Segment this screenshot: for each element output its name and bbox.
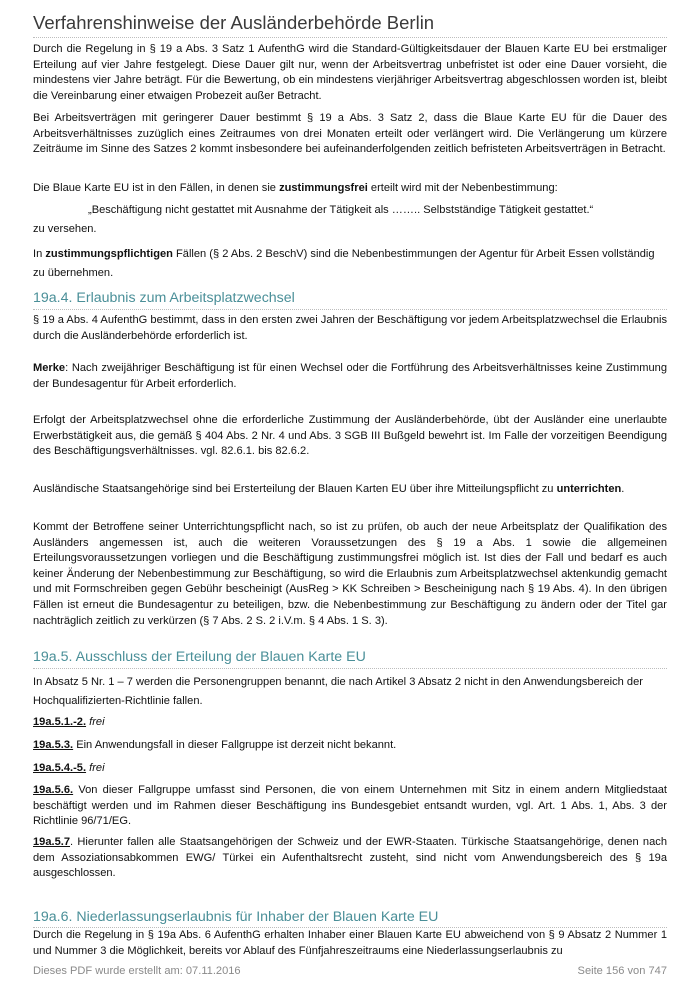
paragraph-notification-duty [33, 482, 667, 498]
text: Die Blaue Karte EU ist in den Fällen, in denen sie [33, 182, 280, 194]
subsection-19a5-1-2 [33, 715, 667, 731]
text: Ausländische Staatsangehörige sind bei Ersterteilung der Blauen Karten EU über ihre Mitteilungspflicht zu [33, 483, 557, 495]
subsection-number: 19a.5.1.-2. [33, 716, 87, 728]
subsection-text: Ein Anwendungsfall in dieser Fallgruppe ist derzeit nicht bekannt. [73, 739, 397, 751]
text: : Nach zweijähriger Beschäftigung ist für einen Wechsel oder die Fortführung des Arbeitsverhältnisses keine Zustimmung der Bundesagentur für Arbeit erforderlich. [33, 362, 667, 390]
subsection-number: 19a.5.6. [33, 784, 74, 796]
paragraph-validity-duration: Durch die Regelung in § 19 a Abs. 3 Satz 1 AufenthG wird die Standard-Gültigkeitsdauer der Blauen Karte EU bei erstmaliger Erteilung auf vier Jahre festgelegt. Diese Dauer gilt nur, wenn der Arbeitsvertrag unbefristet ist oder eine Dauer vorsieht, die mindestens vier Jahre beträgt. Für die Bewertung, ob ein mindestens vierjähriger Arbeitsvertrag abgeschlossen worden ist, bleibt die Vereinbarung einer etwaigen Probezeit außer Betracht. [33, 43, 667, 102]
section-heading-19a4: 19a.4. Erlaubnis zum Arbeitsplatzwechsel [33, 290, 295, 306]
subsidiary-provision-quote: „Beschäftigung nicht gestattet mit Ausnahme der Tätigkeit als …….. Selbstständige Tätigkeit gestattet.“ [88, 204, 594, 216]
emphasis: zustimmungsfrei [279, 182, 368, 194]
subsection-text: frei [86, 716, 105, 728]
subsection-text: . Hierunter fallen alle Staatsangehörigen der Schweiz und der EWR-Staaten. Türkische Staatsangehörige, denen nach dem Assoziationsabkommen EWG/ Türkei ein Aufenthaltsrecht zusteht, sind nicht vom Anwendungsbereich des § 19a ausgeschlossen. [33, 836, 667, 880]
subsection-number: 19a.5.3. [33, 739, 74, 751]
section-heading-19a5: 19a.5. Ausschluss der Erteilung der Blauen Karte EU [33, 649, 366, 665]
text: In [33, 248, 46, 260]
subsection-19a5-6 [33, 783, 667, 830]
subsection-19a5-4-5 [33, 761, 667, 777]
paragraph-excluded-groups: In Absatz 5 Nr. 1 – 7 werden die Personengruppen benannt, die nach Artikel 3 Absatz 2 nicht in den Anwendungsbereich der Hochqualifizierten-Richtlinie fallen. [33, 676, 643, 707]
paragraph-short-contracts: Bei Arbeitsverträgen mit geringerer Dauer bestimmt § 19 a Abs. 3 Satz 2, dass die Blaue Karte EU für die Dauer des Arbeitsverhältnisses zuzüglich eines Zeitraumes von drei Monaten erteilt oder verlängert wird. Die Verlängerung um kürzere Zeiträume im Sinne des Satzes 2 kommt insbesondere bei aufeinanderfolgenden zeitlich befristeten Arbeitsverträgen in Betracht. [33, 112, 667, 156]
section-heading-19a6: 19a.6. Niederlassungserlaubnis für Inhaber der Blauen Karte EU [33, 909, 439, 925]
section-divider [33, 668, 667, 669]
paragraph-unauthorized-work: Erfolgt der Arbeitsplatzwechsel ohne die erforderliche Zustimmung der Ausländerbehörde, übt der Ausländer eine unerlaubte Erwerbstätigkeit aus, die gemäß § 404 Abs. 2 Nr. 4 und Abs. 3 SGB III Bußgeld bewehrt ist. Im Falle der vorzeitigen Beendigung des Beschäftigungsverhältnisses. vgl. 82.6.1. bis 82.6.2. [33, 414, 667, 458]
subsection-19a5-7 [33, 835, 667, 882]
section-divider [33, 309, 667, 310]
paragraph-examination: Kommt der Betroffene seiner Unterrichtungspflicht nach, so ist zu prüfen, ob auch der neue Arbeitsplatz der Qualifikation des Ausländers angemessen ist, auch die weiteren Voraussetzungen des § 19 a Abs. 1 sowie die allgemeinen Erteilungsvoraussetzungen vorliegen und die Beschäftigung zustimmungsfrei möglich ist. Ist dies der Fall und bedarf es auch keiner Änderung der Nebenbestimmung zur Beschäftigung, so wird die Erlaubnis zum Arbeitsplatzwechsel aktenkundig gemacht und mit Formschreiben gegen Gebühr bescheinigt (AusReg > KK Schreiben > Bescheinigung nach § 19 Abs. 4). In den übrigen Fällen ist erneut die Bundesagentur zu beteiligen, bzw. die Nebenbestimmung zur Beschäftigung zu ändern oder der Titel gar nachträglich zeitlich zu verkürzen (§ 7 Abs. 2 S. 2 i.V.m. § 4 Abs. 1 S. 3). [33, 521, 667, 627]
emphasis: zustimmungspflichtigen [45, 248, 173, 260]
title-divider [33, 37, 667, 38]
subsection-number: 19a.5.7 [33, 836, 71, 848]
note-label: Merke [33, 362, 66, 374]
paragraph-approval-free [33, 181, 667, 197]
subsection-text: Von dieser Fallgruppe umfasst sind Personen, die von einem Unternehmen mit Sitz in einem andern Mitgliedstaat beschäftigt werden und im Rahmen dieser Beschäftigung ins Bundesgebiet entsandt wurden, vgl. Art. 1 Abs. 1, Abs. 3 der Richtlinie 96/71/EG. [33, 784, 667, 828]
subsection-19a5-3 [33, 738, 667, 754]
emphasis: unterrichten [556, 483, 622, 495]
subsection-text: frei [86, 762, 105, 774]
text: Fällen (§ 2 Abs. 2 BeschV) sind die Nebenbestimmungen der Agentur für Arbeit Essen vollständig zu übernehmen. [33, 248, 655, 279]
paragraph-approval-required [33, 245, 667, 282]
footer-created-date: Dieses PDF wurde erstellt am: 07.11.2016 [33, 965, 241, 977]
text: erteilt wird mit der Nebenbestimmung: [367, 182, 558, 194]
subsection-number: 19a.5.4.-5. [33, 762, 87, 774]
paragraph-job-change: § 19 a Abs. 4 AufenthG bestimmt, dass in den ersten zwei Jahren der Beschäftigung vor jedem Arbeitsplatzwechsel die Erlaubnis durch die Ausländerbehörde erforderlich ist. [33, 314, 667, 342]
paragraph-note [33, 361, 667, 392]
text: . [621, 483, 625, 495]
page-title: Verfahrenshinweise der Ausländerbehörde Berlin [33, 12, 435, 33]
paragraph-to-provide: zu versehen. [33, 223, 97, 235]
paragraph-settlement-permit: Durch die Regelung in § 19a Abs. 6 AufenthG erhalten Inhaber einer Blauen Karte EU abweichend von § 9 Absatz 2 Nummer 1 und Nummer 3 die Möglichkeit, bereits vor Ablauf des Fünfjahreszeitraums eine Niederlassungserlaubnis zu [33, 929, 667, 957]
footer-page-number: Seite 156 von 747 [577, 965, 667, 977]
